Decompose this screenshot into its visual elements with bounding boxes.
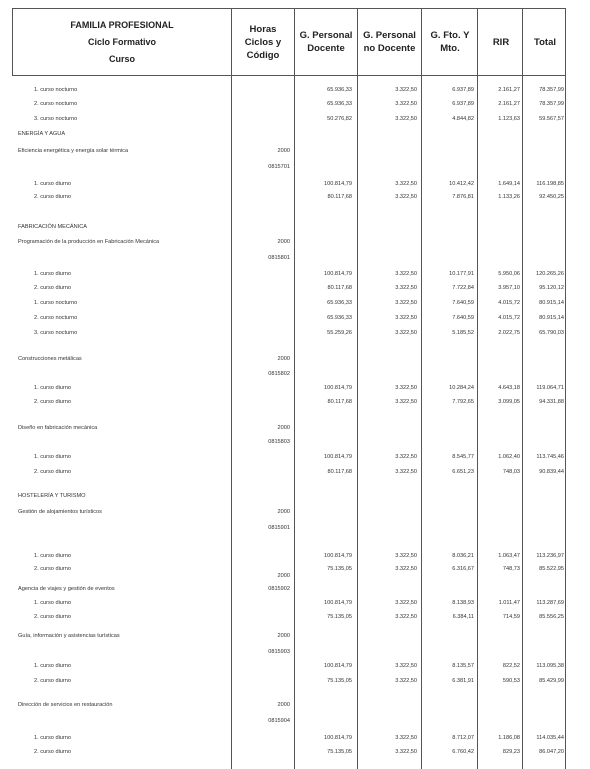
cell-gfto: 10.412,42: [449, 181, 474, 187]
cell-rir: 1.133,26: [498, 194, 520, 200]
course-label: 1. curso diurno: [34, 454, 72, 460]
cell-horas: 2000: [277, 148, 290, 154]
course-label: 2. curso diurno: [34, 285, 72, 291]
cell-rir: 4.643,18: [498, 385, 520, 391]
header-familia-line-2: Ciclo Formativo: [87, 36, 156, 47]
cell-total: 114.035,44: [536, 735, 564, 741]
cycle-row: [0, 570, 590, 582]
cell-gpnd: 3.322,50: [395, 749, 417, 755]
table-row: [0, 84, 590, 96]
course-label: 1. curso diurno: [34, 271, 72, 277]
header-total: [524, 9, 566, 75]
cell-horas: 0815802: [268, 371, 290, 377]
cycle-row: [0, 145, 590, 157]
table-header: [12, 8, 566, 76]
cell-gfto: 6.316,67: [452, 566, 474, 572]
cell-total: 120.265,26: [536, 271, 564, 277]
course-label: 1. curso diurno: [34, 735, 72, 741]
table-row: [0, 178, 590, 190]
cell-gpd: 80.117,68: [327, 285, 352, 291]
cell-total: 113.236,97: [536, 553, 564, 559]
cell-gpnd: 3.322,50: [395, 735, 417, 741]
header-gpd-line-1: G. Personal: [299, 30, 353, 41]
cell-gpnd: 3.322,50: [395, 315, 417, 321]
cell-rir: 748,03: [502, 469, 520, 475]
cell-rir: 1.186,08: [498, 735, 520, 741]
header-rir-line-1: RIR: [492, 36, 510, 48]
cell-gpd: 50.276,82: [327, 116, 352, 122]
cell-gpd: 65.936,33: [327, 101, 352, 107]
cell-gpd: 65.936,33: [327, 300, 352, 306]
table-row: [0, 268, 590, 280]
cycle-row: [0, 506, 590, 518]
cell-rir: 5.950,06: [498, 271, 520, 277]
cell-gpnd: 3.322,50: [395, 271, 417, 277]
cell-gpd: 100.814,79: [324, 663, 352, 669]
header-gpnd-line-1: G. Personal: [363, 30, 416, 41]
cell-rir: 829,23: [502, 749, 520, 755]
cell-gpnd: 3.322,50: [395, 399, 417, 405]
cell-gpd: 75.135,05: [327, 749, 352, 755]
cell-gpd: 100.814,79: [324, 553, 352, 559]
cell-gfto: 7.792,65: [452, 399, 474, 405]
family-label: ENERGÍA Y AGUA: [18, 131, 66, 137]
cell-gfto: 7.640,59: [452, 315, 474, 321]
cell-total: 80.915,14: [539, 315, 564, 321]
cell-gpnd: 3.322,50: [395, 181, 417, 187]
table-row: [0, 98, 590, 110]
cell-total: 119.064,71: [536, 385, 564, 391]
cell-gfto: 6.651,23: [452, 469, 474, 475]
cell-horas: 2000: [277, 239, 290, 245]
cell-gpnd: 3.322,50: [395, 194, 417, 200]
cell-rir: 714,59: [502, 614, 520, 620]
cell-gpnd: 3.322,50: [395, 385, 417, 391]
table-row: [0, 113, 590, 125]
cell-gfto: 6.760,42: [452, 749, 474, 755]
cell-total: 85.522,95: [539, 566, 564, 572]
table-row: [0, 732, 590, 744]
cell-gfto: 8.545,77: [452, 454, 474, 460]
cell-rir: 1.062,40: [498, 454, 520, 460]
cycle-label: Dirección de servicios en restauración: [18, 702, 113, 708]
cell-rir: 748,73: [502, 566, 520, 572]
table-row: [0, 327, 590, 339]
cell-gpnd: 3.322,50: [395, 566, 417, 572]
table-row: [0, 660, 590, 672]
table-row: [0, 297, 590, 309]
cell-gfto: 5.185,52: [452, 330, 474, 336]
cell-total: 65.790,03: [539, 330, 564, 336]
cell-total: 90.839,44: [539, 469, 564, 475]
header-gfto: [422, 9, 478, 75]
table-row: [0, 282, 590, 294]
course-label: 1. curso diurno: [34, 600, 72, 606]
cell-gpd: 80.117,68: [327, 194, 352, 200]
cell-gfto: 7.722,84: [452, 285, 474, 291]
family-row: [0, 128, 590, 140]
course-label: 2. curso diurno: [34, 469, 72, 475]
cell-horas: 2000: [277, 356, 290, 362]
cycle-row: [0, 583, 590, 595]
cell-gpd: 65.936,33: [327, 87, 352, 93]
cell-gfto: 6.937,89: [452, 87, 474, 93]
table-row: [0, 466, 590, 478]
family-row: [0, 490, 590, 502]
cell-gfto: 8.135,57: [452, 663, 474, 669]
cell-gpd: 75.135,05: [327, 678, 352, 684]
header-gpnd: [358, 9, 421, 75]
course-label: 1. curso nocturno: [34, 300, 78, 306]
cell-gpd: 80.117,68: [327, 469, 352, 475]
cell-rir: 1.649,14: [498, 181, 520, 187]
course-label: 1. curso nocturno: [34, 87, 78, 93]
cell-gpnd: 3.322,50: [395, 469, 417, 475]
cell-gpd: 75.135,05: [327, 566, 352, 572]
table-row: [0, 611, 590, 623]
cell-horas: 2000: [277, 425, 290, 431]
cell-gpnd: 3.322,50: [395, 300, 417, 306]
cell-total: 113.287,69: [536, 600, 564, 606]
cell-total: 86.047,20: [539, 749, 564, 755]
cell-gpd: 100.814,79: [324, 600, 352, 606]
cell-rir: 3.957,10: [498, 285, 520, 291]
table-row: [0, 396, 590, 408]
cell-total: 95.120,12: [539, 285, 564, 291]
family-label: FABRICACIÓN MECÁNICA: [18, 224, 87, 230]
cell-gfto: 6.384,11: [452, 614, 474, 620]
cell-rir: 822,52: [502, 663, 520, 669]
cell-gfto: 7.640,59: [452, 300, 474, 306]
cycle-label: Diseño en fabricación mecánica: [18, 425, 98, 431]
cell-gpnd: 3.322,50: [395, 101, 417, 107]
cell-gpnd: 3.322,50: [395, 116, 417, 122]
cell-rir: 1.011,47: [498, 600, 520, 606]
cell-gpd: 65.936,33: [327, 315, 352, 321]
code-row: [0, 646, 590, 658]
header-horas-line-3: Código: [246, 49, 280, 61]
cycle-label: Agencia de viajes y gestión de eventos: [18, 586, 115, 592]
cycle-row: [0, 236, 590, 248]
cell-gfto: 8.712,07: [452, 735, 474, 741]
course-label: 2. curso nocturno: [34, 101, 78, 107]
cell-gfto: 4.844,82: [452, 116, 474, 122]
cell-horas: 0815801: [268, 255, 290, 261]
course-label: 1. curso diurno: [34, 181, 72, 187]
cell-gpnd: 3.322,50: [395, 663, 417, 669]
cell-horas: 2000: [277, 573, 290, 579]
cell-gpnd: 3.322,50: [395, 285, 417, 291]
cell-horas: 0815701: [268, 164, 290, 170]
cell-horas: 2000: [277, 633, 290, 639]
cell-total: 59.567,57: [539, 116, 564, 122]
cell-horas: 0815904: [268, 718, 290, 724]
cell-total: 92.450,25: [539, 194, 564, 200]
course-label: 1. curso diurno: [34, 663, 72, 669]
cell-horas: 2000: [277, 509, 290, 515]
cycle-row: [0, 699, 590, 711]
cell-gfto: 7.876,81: [452, 194, 474, 200]
code-row: [0, 522, 590, 534]
code-row: [0, 715, 590, 727]
cell-total: 94.331,88: [539, 399, 564, 405]
table-row: [0, 746, 590, 758]
cycle-row: [0, 353, 590, 365]
code-row: [0, 368, 590, 380]
cell-gfto: 10.284,24: [449, 385, 474, 391]
cell-total: 78.357,99: [539, 101, 564, 107]
cell-rir: 3.099,05: [498, 399, 520, 405]
header-familia-line-1: FAMILIA PROFESIONAL: [70, 19, 174, 30]
cycle-label: Gestión de alojamientos turísticos: [18, 509, 102, 515]
cell-rir: 2.161,27: [498, 101, 520, 107]
cell-gpnd: 3.322,50: [395, 614, 417, 620]
course-label: 2. curso nocturno: [34, 315, 78, 321]
course-label: 2. curso diurno: [34, 194, 72, 200]
cell-total: 78.357,99: [539, 87, 564, 93]
cell-gpnd: 3.322,50: [395, 330, 417, 336]
cell-gpnd: 3.322,50: [395, 553, 417, 559]
cell-gpnd: 3.322,50: [395, 87, 417, 93]
cell-gfto: 10.177,91: [449, 271, 474, 277]
cell-gfto: 8.036,21: [452, 553, 474, 559]
code-row: [0, 252, 590, 264]
header-familia: [13, 9, 231, 75]
cell-horas: 0815902: [268, 586, 290, 592]
cell-gpd: 100.814,79: [324, 181, 352, 187]
table-row: [0, 191, 590, 203]
cell-rir: 4.015,72: [498, 315, 520, 321]
header-gfto-line-2: Mto.: [440, 43, 460, 54]
header-horas-line-1: Horas: [249, 23, 277, 35]
cell-horas: 2000: [277, 702, 290, 708]
code-row: [0, 436, 590, 448]
course-label: 2. curso diurno: [34, 749, 72, 755]
cell-total: 113.745,46: [536, 454, 564, 460]
code-row: [0, 161, 590, 173]
cell-gpd: 100.814,79: [324, 454, 352, 460]
cycle-row: [0, 630, 590, 642]
family-row: [0, 221, 590, 233]
course-label: 2. curso diurno: [34, 399, 72, 405]
header-familia-line-3: Curso: [108, 53, 135, 64]
cell-horas: 0815903: [268, 649, 290, 655]
header-gfto-line-1: G. Fto. Y: [430, 30, 470, 41]
course-label: 2. curso diurno: [34, 566, 72, 572]
cell-total: 116.198,85: [536, 181, 564, 187]
cell-rir: 1.123,63: [498, 116, 520, 122]
table-row: [0, 597, 590, 609]
header-gpd-line-2: Docente: [307, 43, 345, 54]
cell-gpd: 100.814,79: [324, 271, 352, 277]
cell-gpnd: 3.322,50: [395, 678, 417, 684]
cell-gpd: 55.259,26: [327, 330, 352, 336]
cell-gpd: 80.117,68: [327, 399, 352, 405]
cell-gpnd: 3.322,50: [395, 600, 417, 606]
cycle-row: [0, 422, 590, 434]
course-label: 1. curso diurno: [34, 553, 72, 559]
cell-rir: 1.063,47: [498, 553, 520, 559]
header-rir: [479, 9, 523, 75]
cell-rir: 2.161,27: [498, 87, 520, 93]
cell-gpd: 75.135,05: [327, 614, 352, 620]
cell-rir: 4.015,72: [498, 300, 520, 306]
cell-horas: 0815901: [268, 525, 290, 531]
cell-total: 85.429,99: [539, 678, 564, 684]
cell-total: 113.095,38: [536, 663, 564, 669]
header-gpd: [295, 9, 357, 75]
course-label: 1. curso diurno: [34, 385, 72, 391]
cell-gpd: 100.814,79: [324, 385, 352, 391]
header-horas-line-2: Ciclos y: [244, 36, 282, 48]
cell-gpd: 100.814,79: [324, 735, 352, 741]
family-label: HOSTELERÍA Y TURISMO: [18, 493, 86, 499]
header-horas: [232, 9, 294, 75]
course-label: 2. curso diurno: [34, 678, 72, 684]
cell-gfto: 8.138,93: [452, 600, 474, 606]
cycle-label: Guía, información y asistencias turísticas: [18, 633, 120, 639]
header-gpnd-line-2: no Docente: [363, 43, 416, 54]
table-row: [0, 312, 590, 324]
cell-total: 85.556,25: [539, 614, 564, 620]
cycle-label: Construcciones metálicas: [18, 356, 82, 362]
cell-rir: 590,53: [502, 678, 520, 684]
course-label: 3. curso nocturno: [34, 116, 78, 122]
table-row: [0, 382, 590, 394]
cell-gfto: 6.937,89: [452, 101, 474, 107]
course-label: 2. curso diurno: [34, 614, 72, 620]
cycle-label: Eficiencia energética y energía solar térmica: [18, 148, 129, 154]
cell-total: 80.915,14: [539, 300, 564, 306]
cell-horas: 0815803: [268, 439, 290, 445]
cell-gfto: 6.381,91: [452, 678, 474, 684]
table-row: [0, 451, 590, 463]
cell-gpnd: 3.322,50: [395, 454, 417, 460]
table-row: [0, 550, 590, 562]
table-row: [0, 675, 590, 687]
cycle-label: Programación de la producción en Fabricación Mecánica: [18, 239, 160, 245]
course-label: 3. curso nocturno: [34, 330, 78, 336]
header-total-line-1: Total: [534, 36, 556, 48]
cell-rir: 2.022,75: [498, 330, 520, 336]
